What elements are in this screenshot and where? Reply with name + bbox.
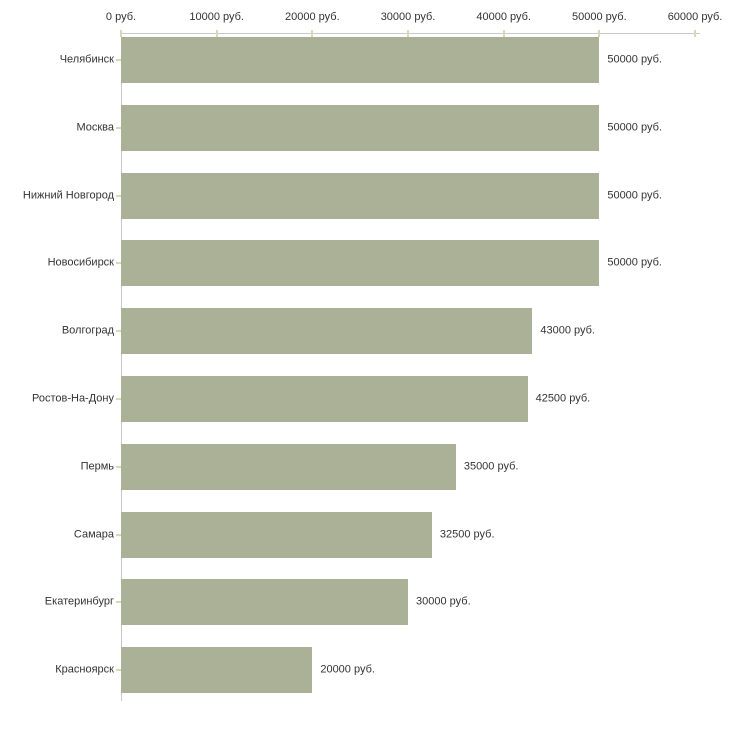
x-tick-label: 30000 руб.: [380, 11, 436, 23]
bar-row: [0, 304, 730, 372]
value-label: 30000 руб.: [416, 595, 471, 608]
value-label: 20000 руб.: [320, 663, 375, 676]
category-label: Самара: [73, 528, 114, 541]
bar: [121, 105, 599, 151]
category-label: Челябинск: [59, 53, 114, 66]
bar-row: [0, 372, 730, 440]
value-label: 42500 руб.: [535, 392, 591, 405]
bar: [121, 512, 432, 558]
bar-row: [0, 643, 730, 711]
x-tick-label: 60000 руб.: [667, 11, 723, 23]
bar-row: [0, 575, 730, 643]
category-label: Красноярск: [55, 663, 114, 676]
bar: [121, 647, 312, 693]
bar-row: [0, 169, 730, 237]
bar: [121, 37, 599, 83]
value-label: 32500 руб.: [439, 528, 495, 541]
value-label: 50000 руб.: [607, 121, 662, 134]
bar: [121, 173, 599, 219]
bar-row: [0, 508, 730, 576]
x-tick-label: 40000 руб.: [476, 11, 531, 23]
bar-row: [0, 33, 730, 101]
value-label: 35000 руб.: [463, 460, 519, 473]
bar-row: [0, 236, 730, 304]
value-label: 50000 руб.: [607, 256, 662, 269]
bar-row: [0, 440, 730, 508]
category-label: Пермь: [80, 460, 114, 473]
bar: [121, 308, 532, 354]
bar-row: [0, 101, 730, 169]
x-tick-label: 50000 руб.: [572, 11, 627, 23]
value-label: 43000 руб.: [540, 324, 595, 337]
category-label: Москва: [76, 121, 114, 134]
bar: [121, 579, 408, 625]
x-tick-label: 0 руб.: [105, 11, 137, 23]
category-label: Ростов-На-Дону: [31, 392, 114, 405]
bar: [121, 376, 528, 422]
value-label: 50000 руб.: [607, 53, 662, 66]
category-label: Новосибирск: [47, 256, 114, 269]
x-tick-label: 10000 руб.: [189, 11, 244, 23]
category-label: Волгоград: [61, 324, 114, 337]
category-label: Нижний Новгород: [22, 189, 114, 202]
bar: [121, 444, 456, 490]
bar: [121, 240, 599, 286]
category-label: Екатеринбург: [44, 595, 114, 608]
value-label: 50000 руб.: [607, 189, 662, 202]
x-tick-label: 20000 руб.: [285, 11, 340, 23]
